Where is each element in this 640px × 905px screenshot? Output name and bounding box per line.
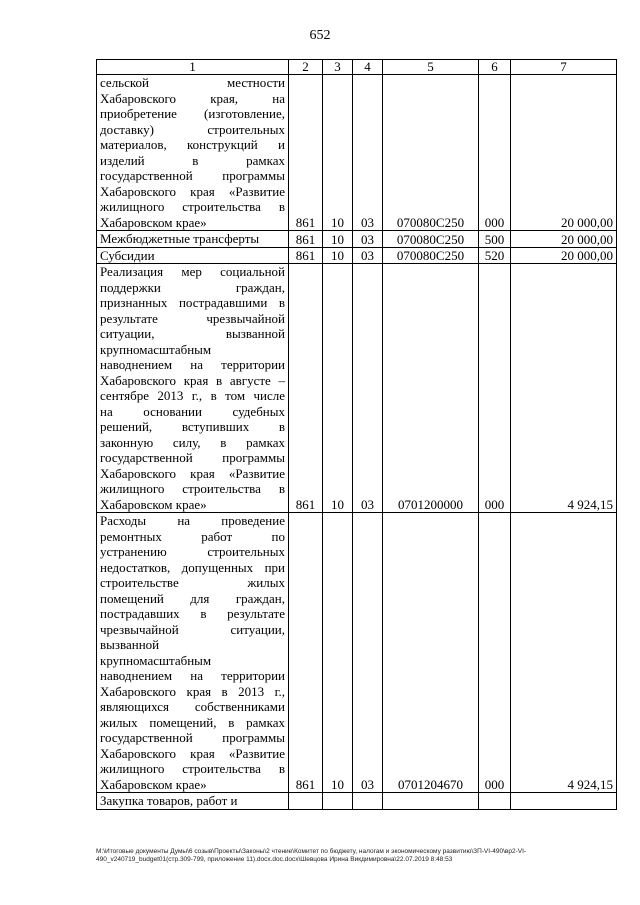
subsection-code: 03 [353, 247, 383, 264]
description-line: Хабаровского края «Развитие [100, 465, 285, 481]
description-line: государственной программы [100, 168, 285, 183]
target-article-code: 0701200000 [383, 264, 479, 513]
ministry-code [289, 793, 323, 810]
description-line: решений, вступивших в [100, 419, 285, 434]
description-line: жилищного строительства в [100, 481, 285, 496]
description-line: являющихся собственниками [100, 699, 285, 714]
section-code: 10 [323, 264, 353, 513]
description-line: жилищного строительства в [100, 199, 285, 214]
description-line: на основании судебных [100, 403, 285, 419]
subsection-code: 03 [353, 75, 383, 231]
description-line: наводнением на территории [100, 668, 285, 683]
description-line: Хабаровском крае» [100, 776, 207, 792]
subsection-code: 03 [353, 264, 383, 513]
description-line: вызванной [100, 637, 160, 652]
ministry-code: 861 [289, 264, 323, 513]
table-row [97, 264, 617, 513]
description-line: Хабаровского края в 2013 г., [100, 683, 285, 699]
description-line: недостатков, допущенных при [100, 559, 285, 575]
amount: 20 000,00 [511, 231, 617, 248]
description-line: государственной программы [100, 730, 285, 745]
column-header: 1 [97, 60, 289, 75]
section-code: 10 [323, 247, 353, 264]
description-line: чрезвычайной ситуации, [100, 621, 285, 637]
description-line: Субсидии [100, 247, 155, 263]
description-line: Межбюджетные трансферты [100, 231, 260, 246]
footer-line: 490_v240719_budget01(стр.309-799, приложение 11).docx.doc.docx\Шевцова Ирина Викдимировна\22.07.2019 8:48:53 [96, 856, 453, 863]
column-header: 2 [289, 60, 323, 75]
column-header: 7 [511, 60, 617, 75]
table-row [97, 513, 617, 793]
row-description [97, 231, 289, 248]
description-line: жилищного строительства в [100, 761, 285, 776]
section-code: 10 [323, 231, 353, 248]
description-line: ситуации, вызванной [100, 326, 285, 341]
description-line: строительстве жилых [100, 575, 285, 590]
expense-type-code: 000 [479, 75, 511, 231]
target-article-code: 070080С250 [383, 231, 479, 248]
amount: 4 924,15 [511, 513, 617, 793]
expense-type-code: 520 [479, 247, 511, 264]
description-line: Хабаровского края «Развитие [100, 183, 285, 199]
description-line: пострадавших в результате [100, 606, 285, 621]
description-line: законную силу, в рамках [100, 434, 285, 450]
file-path-footer [96, 848, 616, 864]
amount [511, 793, 617, 810]
description-line: ремонтных работ по [100, 528, 285, 544]
amount: 20 000,00 [511, 247, 617, 264]
table-row [97, 793, 617, 810]
description-line: крупномасштабным [100, 652, 212, 668]
description-line: помещений для граждан, [100, 590, 285, 606]
column-header: 6 [479, 60, 511, 75]
row-description [97, 247, 289, 264]
description-line: Хабаровского края в августе – [100, 372, 285, 388]
description-line: Хабаровском крае» [100, 496, 207, 512]
target-article-code: 070080С250 [383, 247, 479, 264]
page-number: 652 [309, 28, 331, 43]
description-line: результате чрезвычайной [100, 310, 285, 326]
table-row [97, 75, 617, 231]
description-line: жилых помещений, в рамках [100, 714, 285, 730]
column-header: 5 [383, 60, 479, 75]
row-description [97, 75, 289, 231]
subsection-code: 03 [353, 513, 383, 793]
description-line: материалов, конструкций и [100, 137, 285, 152]
footer-line: M:\Итоговые документы Думы\6 созыв\Проекты\Законы\2 чтение\Комитет по бюджету, налогам и экономическому развитию\ЗП-VI-490\вр2-VI- [96, 848, 527, 855]
subsection-code: 03 [353, 231, 383, 248]
budget-table [96, 59, 617, 810]
description-line: Реализация мер социальной [100, 264, 285, 279]
row-description [97, 793, 289, 810]
expense-type-code [479, 793, 511, 810]
description-line: Закупка товаров, работ и [100, 793, 238, 808]
description-line: крупномасштабным [100, 341, 212, 357]
description-line: изделий в рамках [100, 152, 285, 168]
ministry-code: 861 [289, 247, 323, 264]
subsection-code [353, 793, 383, 810]
row-description [97, 264, 289, 513]
target-article-code: 0701204670 [383, 513, 479, 793]
row-description [97, 513, 289, 793]
description-line: устранению строительных [100, 544, 285, 559]
expense-type-code: 000 [479, 513, 511, 793]
target-article-code [383, 793, 479, 810]
table-row [97, 247, 617, 264]
description-line: Хабаровского края, на [100, 90, 285, 106]
table-header-row [97, 60, 617, 75]
column-header: 3 [323, 60, 353, 75]
description-line: сентябре 2013 г., в том числе [100, 388, 285, 403]
description-line: Хабаровского края «Развитие [100, 745, 285, 761]
description-line: доставку) строительных [100, 121, 285, 137]
description-line: Хабаровском крае» [100, 214, 207, 230]
description-line: Расходы на проведение [100, 513, 285, 528]
description-line: признанных пострадавшими в [100, 295, 285, 310]
ministry-code: 861 [289, 231, 323, 248]
description-line: государственной программы [100, 450, 285, 465]
description-line: поддержки граждан, [100, 279, 285, 295]
description-line: сельской местности [100, 75, 285, 90]
amount: 4 924,15 [511, 264, 617, 513]
section-code: 10 [323, 513, 353, 793]
column-header: 4 [353, 60, 383, 75]
expense-type-code: 000 [479, 264, 511, 513]
section-code [323, 793, 353, 810]
ministry-code: 861 [289, 75, 323, 231]
table-row [97, 231, 617, 248]
expense-type-code: 500 [479, 231, 511, 248]
ministry-code: 861 [289, 513, 323, 793]
amount: 20 000,00 [511, 75, 617, 231]
target-article-code: 070080С250 [383, 75, 479, 231]
description-line: наводнением на территории [100, 357, 285, 372]
description-line: приобретение (изготовление, [100, 106, 285, 121]
section-code: 10 [323, 75, 353, 231]
